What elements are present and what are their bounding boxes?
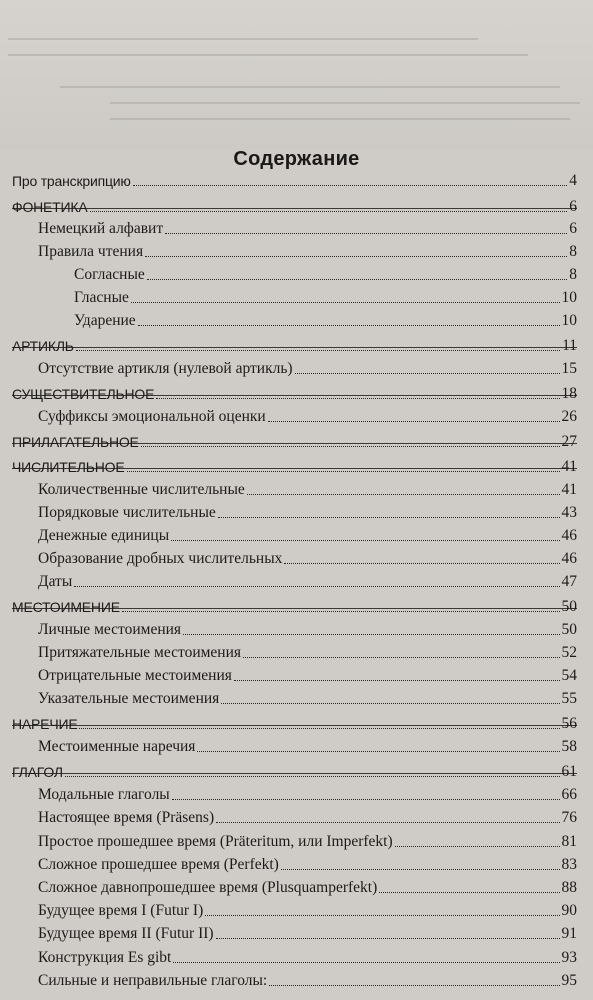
toc-page-number: 61 (561, 763, 577, 780)
dot-leader (216, 938, 560, 939)
toc-page-number: 91 (561, 925, 577, 942)
dot-leader (216, 822, 559, 823)
toc-page-number: 10 (561, 289, 577, 306)
toc-section-entry (12, 759, 577, 781)
toc-page-number: 90 (561, 902, 577, 919)
dot-leader (269, 985, 559, 986)
toc-page-number: 11 (562, 337, 577, 354)
dot-leader (156, 398, 559, 399)
dot-leader (243, 657, 559, 658)
dot-leader (131, 302, 560, 303)
dot-leader (165, 233, 567, 234)
toc-entry (38, 921, 577, 943)
toc-entry (38, 852, 577, 874)
dot-leader (221, 703, 559, 704)
toc-section-entry (12, 194, 577, 216)
dot-leader (197, 751, 559, 752)
toc-page-number: 52 (561, 644, 577, 661)
toc-entry (38, 968, 577, 990)
dot-leader (284, 563, 559, 564)
toc-page-number: 83 (561, 856, 577, 873)
toc-section-entry (12, 711, 577, 733)
toc-page-number: 54 (561, 667, 577, 684)
toc-page-number: 50 (561, 598, 577, 615)
toc-entry (38, 617, 577, 639)
toc-entry-label: Настоящее время (Präsens) (38, 809, 215, 826)
toc-entry-label: Будущее время II (Futur II) (38, 925, 214, 942)
toc-entry-label: Отрицательные местоимения (38, 667, 232, 684)
toc-entry-label: Про транскрипцию (12, 173, 131, 189)
toc-entry-label: Притяжательные местоимения (38, 644, 242, 661)
toc-page-number: 27 (561, 433, 577, 450)
toc-page-number: 18 (561, 385, 577, 402)
dot-leader (379, 892, 559, 893)
toc-entry-label: Гласные (74, 289, 129, 306)
toc-page-number: 26 (561, 408, 577, 425)
toc-entry (38, 898, 577, 920)
dot-leader (173, 962, 559, 963)
toc-section-entry (12, 381, 577, 403)
toc-entry (38, 569, 577, 591)
toc-entry-label: СУЩЕСТВИТЕЛЬНОЕ (12, 386, 155, 402)
toc-entry (38, 523, 577, 545)
dot-leader (247, 494, 560, 495)
toc-page-number: 95 (561, 972, 577, 989)
toc-entry-label: Правила чтения (38, 243, 144, 260)
toc-entry-label: Сложное давнопрошедшее время (Plusquamperfekt) (38, 879, 378, 896)
toc-entry-label: ГЛАГОЛ (12, 764, 63, 780)
toc-entry-label: Будущее время I (Futur I) (38, 902, 204, 919)
toc-entry-label: Отсутствие артикля (нулевой артикль) (38, 360, 293, 377)
toc-entry (38, 546, 577, 568)
toc-entry (38, 875, 577, 897)
toc-section-entry (12, 454, 577, 476)
toc-entry (38, 945, 577, 967)
toc-entry-label: МЕСТОИМЕНИЕ (12, 599, 120, 615)
toc-page-number: 46 (561, 550, 577, 567)
dot-leader (127, 471, 560, 472)
dot-leader (145, 256, 567, 257)
dot-leader (141, 446, 560, 447)
toc-entry (38, 782, 577, 804)
toc-entry (74, 308, 577, 330)
toc-entry-label: Порядковые числительные (38, 504, 216, 521)
toc-page-number: 58 (561, 738, 577, 755)
page-title: Содержание (233, 148, 360, 170)
toc-page-number: 55 (561, 690, 577, 707)
toc-section-entry (12, 429, 577, 451)
toc-entry (74, 262, 577, 284)
toc-page-number: 93 (561, 949, 577, 966)
toc-entry-label: АРТИКЛЬ (12, 338, 74, 354)
toc-page-number: 81 (561, 833, 577, 850)
toc-page-number: 8 (569, 266, 577, 283)
toc-page-number: 66 (561, 786, 577, 803)
toc-entry-label: Простое прошедшее время (Präteritum, или Imperfekt) (38, 833, 393, 850)
toc-entry-label: Конструкция Es gibt (38, 949, 172, 966)
toc-entry-label: Модальные глаголы (38, 786, 170, 803)
toc-page-number: 15 (561, 360, 577, 377)
dot-leader (218, 517, 560, 518)
toc-page-number: 10 (561, 312, 577, 329)
dot-leader (122, 611, 560, 612)
toc-entry-label: ФОНЕТИКА (12, 199, 88, 215)
dot-leader (268, 421, 560, 422)
dot-leader (205, 915, 559, 916)
toc-entry (38, 829, 577, 851)
toc-entry-label: Денежные единицы (38, 527, 170, 544)
toc-page-number: 47 (561, 573, 577, 590)
toc-entry (38, 734, 577, 756)
toc-entry-label: Немецкий алфавит (38, 220, 164, 237)
toc-entry-label: Суффиксы эмоциональной оценки (38, 408, 266, 425)
dot-leader (79, 728, 559, 729)
toc-section-entry (12, 333, 577, 355)
toc-entry-label: Сложное прошедшее время (Perfekt) (38, 856, 279, 873)
toc-page-number: 6 (569, 220, 577, 237)
toc-entry-label: Личные местоимения (38, 621, 182, 638)
toc-page-number: 46 (561, 527, 577, 544)
toc-page-number: 76 (561, 809, 577, 826)
toc-entry (38, 640, 577, 662)
toc-page-number: 41 (561, 458, 577, 475)
toc-page-number: 56 (561, 715, 577, 732)
toc-entry-label: Указательные местоимения (38, 690, 220, 707)
toc-entry-label: Сильные и неправильные глаголы: (38, 972, 268, 989)
dot-leader (76, 350, 560, 351)
toc-page-number: 6 (569, 198, 577, 215)
toc-entry (38, 404, 577, 426)
dot-leader (133, 185, 568, 186)
dot-leader (395, 846, 560, 847)
dot-leader (183, 634, 559, 635)
toc-entry (38, 477, 577, 499)
dot-leader (234, 680, 560, 681)
toc-entry-label: Местоименные наречия (38, 738, 196, 755)
dot-leader (90, 211, 568, 212)
toc-entry (38, 686, 577, 708)
dot-leader (147, 279, 568, 280)
toc-entry-label: ПРИЛАГАТЕЛЬНОЕ (12, 434, 139, 450)
toc-entry-label: Ударение (74, 312, 136, 329)
toc-page-number: 50 (561, 621, 577, 638)
dot-leader (65, 776, 560, 777)
toc-section-entry (12, 168, 577, 190)
toc-section-entry (12, 594, 577, 616)
toc-entry-label: Образование дробных числительных (38, 550, 283, 567)
dot-leader (74, 586, 559, 587)
toc-entry (38, 239, 577, 261)
dot-leader (138, 325, 560, 326)
toc-entry (38, 500, 577, 522)
toc-entry (38, 805, 577, 827)
toc-entry (38, 216, 577, 238)
toc-entry (38, 663, 577, 685)
toc-page-number: 43 (561, 504, 577, 521)
toc-page-number: 4 (569, 172, 577, 189)
toc-entry-label: Согласные (74, 266, 145, 283)
dot-leader (281, 869, 560, 870)
dot-leader (171, 540, 559, 541)
dot-leader (172, 799, 560, 800)
dot-leader (295, 373, 560, 374)
toc-entry (74, 285, 577, 307)
toc-entry-label: НАРЕЧИЕ (12, 716, 78, 732)
toc-page-number: 88 (561, 879, 577, 896)
toc-entry-label: Даты (38, 573, 73, 590)
toc-page-number: 8 (569, 243, 577, 260)
toc-entry-label: Количественные числительные (38, 481, 245, 498)
toc-entry (38, 356, 577, 378)
toc-page-number: 41 (561, 481, 577, 498)
toc-entry-label: ЧИСЛИТЕЛЬНОЕ (12, 459, 125, 475)
